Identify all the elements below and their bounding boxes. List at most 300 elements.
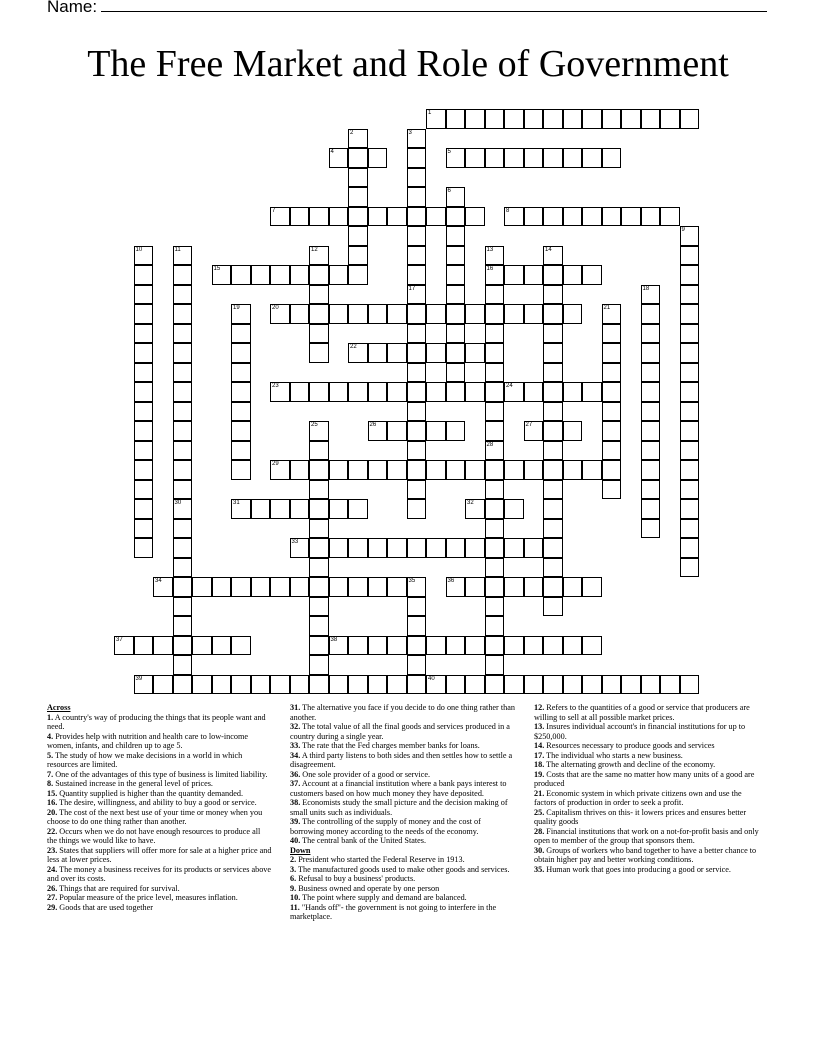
grid-cell[interactable] (641, 382, 661, 402)
grid-cell[interactable] (329, 636, 349, 656)
grid-cell[interactable] (543, 558, 563, 578)
grid-cell[interactable] (134, 382, 154, 402)
grid-cell[interactable] (543, 460, 563, 480)
grid-cell[interactable] (446, 363, 466, 383)
grid-cell[interactable] (543, 441, 563, 461)
grid-cell[interactable] (465, 148, 485, 168)
grid-cell[interactable] (485, 597, 505, 617)
grid-cell[interactable] (485, 675, 505, 695)
grid-cell[interactable] (465, 636, 485, 656)
grid-cell[interactable] (348, 265, 368, 285)
grid-cell[interactable] (407, 285, 427, 305)
grid-cell[interactable] (504, 207, 524, 227)
grid-cell[interactable] (543, 246, 563, 266)
grid-cell[interactable] (329, 675, 349, 695)
grid-cell[interactable] (524, 577, 544, 597)
grid-cell[interactable] (309, 499, 329, 519)
grid-cell[interactable] (387, 343, 407, 363)
grid-cell[interactable] (602, 343, 622, 363)
grid-cell[interactable] (504, 499, 524, 519)
grid-cell[interactable] (309, 480, 329, 500)
grid-cell[interactable] (426, 538, 446, 558)
grid-cell[interactable] (602, 402, 622, 422)
grid-cell[interactable] (602, 460, 622, 480)
grid-cell[interactable] (582, 460, 602, 480)
grid-cell[interactable] (407, 460, 427, 480)
grid-cell[interactable] (602, 109, 622, 129)
grid-cell[interactable] (543, 109, 563, 129)
grid-cell[interactable] (465, 109, 485, 129)
grid-cell[interactable] (387, 304, 407, 324)
grid-cell[interactable] (543, 363, 563, 383)
grid-cell[interactable] (309, 616, 329, 636)
grid-cell[interactable] (309, 246, 329, 266)
grid-cell[interactable] (231, 577, 251, 597)
grid-cell[interactable] (212, 577, 232, 597)
grid-cell[interactable] (387, 382, 407, 402)
grid-cell[interactable] (641, 343, 661, 363)
grid-cell[interactable] (543, 519, 563, 539)
grid-cell[interactable] (641, 304, 661, 324)
grid-cell[interactable] (309, 597, 329, 617)
grid-cell[interactable] (348, 460, 368, 480)
grid-cell[interactable] (543, 421, 563, 441)
grid-cell[interactable] (309, 265, 329, 285)
grid-cell[interactable] (524, 460, 544, 480)
grid-cell[interactable] (407, 402, 427, 422)
grid-cell[interactable] (563, 460, 583, 480)
grid-cell[interactable] (641, 421, 661, 441)
grid-cell[interactable] (407, 421, 427, 441)
grid-cell[interactable] (641, 460, 661, 480)
grid-cell[interactable] (231, 343, 251, 363)
grid-cell[interactable] (114, 636, 134, 656)
grid-cell[interactable] (543, 538, 563, 558)
grid-cell[interactable] (582, 382, 602, 402)
grid-cell[interactable] (504, 109, 524, 129)
grid-cell[interactable] (407, 538, 427, 558)
grid-cell[interactable] (329, 304, 349, 324)
grid-cell[interactable] (231, 304, 251, 324)
grid-cell[interactable] (153, 675, 173, 695)
grid-cell[interactable] (582, 675, 602, 695)
grid-cell[interactable] (173, 519, 193, 539)
grid-cell[interactable] (680, 421, 700, 441)
grid-cell[interactable] (192, 636, 212, 656)
grid-cell[interactable] (368, 382, 388, 402)
grid-cell[interactable] (680, 285, 700, 305)
grid-cell[interactable] (680, 558, 700, 578)
grid-cell[interactable] (368, 304, 388, 324)
grid-cell[interactable] (563, 421, 583, 441)
grid-cell[interactable] (270, 304, 290, 324)
grid-cell[interactable] (543, 343, 563, 363)
grid-cell[interactable] (348, 129, 368, 149)
grid-cell[interactable] (465, 577, 485, 597)
grid-cell[interactable] (446, 304, 466, 324)
grid-cell[interactable] (309, 343, 329, 363)
grid-cell[interactable] (134, 402, 154, 422)
grid-cell[interactable] (485, 616, 505, 636)
grid-cell[interactable] (426, 109, 446, 129)
grid-cell[interactable] (173, 343, 193, 363)
grid-cell[interactable] (641, 109, 661, 129)
grid-cell[interactable] (173, 441, 193, 461)
grid-cell[interactable] (543, 577, 563, 597)
grid-cell[interactable] (348, 187, 368, 207)
grid-cell[interactable] (582, 148, 602, 168)
grid-cell[interactable] (485, 558, 505, 578)
grid-cell[interactable] (290, 675, 310, 695)
grid-cell[interactable] (485, 421, 505, 441)
grid-cell[interactable] (368, 460, 388, 480)
grid-cell[interactable] (348, 382, 368, 402)
grid-cell[interactable] (407, 675, 427, 695)
grid-cell[interactable] (407, 304, 427, 324)
grid-cell[interactable] (543, 382, 563, 402)
grid-cell[interactable] (680, 441, 700, 461)
grid-cell[interactable] (485, 109, 505, 129)
grid-cell[interactable] (173, 675, 193, 695)
grid-cell[interactable] (485, 499, 505, 519)
grid-cell[interactable] (426, 382, 446, 402)
grid-cell[interactable] (621, 207, 641, 227)
grid-cell[interactable] (153, 577, 173, 597)
grid-cell[interactable] (426, 207, 446, 227)
grid-cell[interactable] (407, 441, 427, 461)
grid-cell[interactable] (504, 265, 524, 285)
grid-cell[interactable] (407, 577, 427, 597)
grid-cell[interactable] (212, 265, 232, 285)
grid-cell[interactable] (563, 636, 583, 656)
grid-cell[interactable] (251, 577, 271, 597)
grid-cell[interactable] (309, 655, 329, 675)
grid-cell[interactable] (231, 324, 251, 344)
grid-cell[interactable] (602, 421, 622, 441)
grid-cell[interactable] (270, 675, 290, 695)
grid-cell[interactable] (680, 246, 700, 266)
grid-cell[interactable] (602, 675, 622, 695)
grid-cell[interactable] (387, 675, 407, 695)
grid-cell[interactable] (446, 577, 466, 597)
grid-cell[interactable] (134, 304, 154, 324)
grid-cell[interactable] (231, 421, 251, 441)
grid-cell[interactable] (231, 382, 251, 402)
grid-cell[interactable] (270, 207, 290, 227)
grid-cell[interactable] (368, 207, 388, 227)
grid-cell[interactable] (407, 382, 427, 402)
grid-cell[interactable] (543, 402, 563, 422)
grid-cell[interactable] (485, 655, 505, 675)
grid-cell[interactable] (348, 538, 368, 558)
grid-cell[interactable] (563, 207, 583, 227)
grid-cell[interactable] (582, 636, 602, 656)
grid-cell[interactable] (582, 207, 602, 227)
grid-cell[interactable] (524, 421, 544, 441)
grid-cell[interactable] (407, 129, 427, 149)
grid-cell[interactable] (192, 577, 212, 597)
grid-cell[interactable] (173, 655, 193, 675)
grid-cell[interactable] (368, 538, 388, 558)
grid-cell[interactable] (309, 324, 329, 344)
grid-cell[interactable] (329, 499, 349, 519)
grid-cell[interactable] (485, 265, 505, 285)
grid-cell[interactable] (368, 148, 388, 168)
grid-cell[interactable] (563, 304, 583, 324)
grid-cell[interactable] (582, 577, 602, 597)
grid-cell[interactable] (660, 109, 680, 129)
grid-cell[interactable] (524, 538, 544, 558)
grid-cell[interactable] (485, 285, 505, 305)
grid-cell[interactable] (407, 246, 427, 266)
grid-cell[interactable] (621, 675, 641, 695)
grid-cell[interactable] (173, 577, 193, 597)
grid-cell[interactable] (504, 577, 524, 597)
grid-cell[interactable] (270, 265, 290, 285)
grid-cell[interactable] (524, 636, 544, 656)
grid-cell[interactable] (309, 285, 329, 305)
grid-cell[interactable] (485, 343, 505, 363)
grid-cell[interactable] (387, 538, 407, 558)
grid-cell[interactable] (309, 636, 329, 656)
grid-cell[interactable] (231, 675, 251, 695)
grid-cell[interactable] (290, 577, 310, 597)
grid-cell[interactable] (173, 265, 193, 285)
grid-cell[interactable] (446, 148, 466, 168)
grid-cell[interactable] (446, 538, 466, 558)
grid-cell[interactable] (329, 382, 349, 402)
grid-cell[interactable] (524, 304, 544, 324)
grid-cell[interactable] (212, 636, 232, 656)
grid-cell[interactable] (407, 636, 427, 656)
grid-cell[interactable] (231, 636, 251, 656)
grid-cell[interactable] (621, 109, 641, 129)
grid-cell[interactable] (173, 558, 193, 578)
grid-cell[interactable] (348, 343, 368, 363)
grid-cell[interactable] (231, 499, 251, 519)
grid-cell[interactable] (173, 421, 193, 441)
grid-cell[interactable] (446, 226, 466, 246)
grid-cell[interactable] (407, 343, 427, 363)
grid-cell[interactable] (251, 675, 271, 695)
grid-cell[interactable] (680, 675, 700, 695)
grid-cell[interactable] (134, 538, 154, 558)
grid-cell[interactable] (426, 343, 446, 363)
grid-cell[interactable] (602, 304, 622, 324)
grid-cell[interactable] (407, 324, 427, 344)
grid-cell[interactable] (231, 402, 251, 422)
grid-cell[interactable] (641, 363, 661, 383)
grid-cell[interactable] (309, 558, 329, 578)
grid-cell[interactable] (563, 148, 583, 168)
grid-cell[interactable] (173, 363, 193, 383)
grid-cell[interactable] (641, 324, 661, 344)
grid-cell[interactable] (309, 441, 329, 461)
grid-cell[interactable] (602, 382, 622, 402)
grid-cell[interactable] (504, 460, 524, 480)
grid-cell[interactable] (387, 460, 407, 480)
grid-cell[interactable] (563, 265, 583, 285)
grid-cell[interactable] (348, 499, 368, 519)
grid-cell[interactable] (348, 675, 368, 695)
grid-cell[interactable] (348, 636, 368, 656)
grid-cell[interactable] (348, 577, 368, 597)
grid-cell[interactable] (504, 675, 524, 695)
grid-cell[interactable] (348, 246, 368, 266)
grid-cell[interactable] (641, 499, 661, 519)
grid-cell[interactable] (465, 538, 485, 558)
grid-cell[interactable] (446, 324, 466, 344)
grid-cell[interactable] (309, 460, 329, 480)
grid-cell[interactable] (173, 285, 193, 305)
grid-cell[interactable] (524, 382, 544, 402)
grid-cell[interactable] (407, 655, 427, 675)
grid-cell[interactable] (680, 538, 700, 558)
grid-cell[interactable] (680, 460, 700, 480)
grid-cell[interactable] (582, 109, 602, 129)
grid-cell[interactable] (602, 363, 622, 383)
grid-cell[interactable] (465, 675, 485, 695)
grid-cell[interactable] (485, 441, 505, 461)
grid-cell[interactable] (368, 636, 388, 656)
grid-cell[interactable] (134, 499, 154, 519)
grid-cell[interactable] (407, 187, 427, 207)
grid-cell[interactable] (348, 168, 368, 188)
grid-cell[interactable] (641, 285, 661, 305)
grid-cell[interactable] (173, 246, 193, 266)
grid-cell[interactable] (485, 363, 505, 383)
grid-cell[interactable] (173, 460, 193, 480)
grid-cell[interactable] (485, 304, 505, 324)
grid-cell[interactable] (153, 636, 173, 656)
grid-cell[interactable] (680, 499, 700, 519)
grid-cell[interactable] (368, 577, 388, 597)
grid-cell[interactable] (290, 538, 310, 558)
grid-cell[interactable] (329, 148, 349, 168)
grid-cell[interactable] (446, 246, 466, 266)
grid-cell[interactable] (504, 148, 524, 168)
grid-cell[interactable] (290, 382, 310, 402)
grid-cell[interactable] (348, 207, 368, 227)
grid-cell[interactable] (660, 675, 680, 695)
grid-cell[interactable] (680, 265, 700, 285)
grid-cell[interactable] (446, 460, 466, 480)
grid-cell[interactable] (680, 304, 700, 324)
grid-cell[interactable] (504, 382, 524, 402)
grid-cell[interactable] (387, 421, 407, 441)
grid-cell[interactable] (446, 187, 466, 207)
grid-cell[interactable] (680, 226, 700, 246)
grid-cell[interactable] (543, 148, 563, 168)
grid-cell[interactable] (134, 441, 154, 461)
grid-cell[interactable] (348, 226, 368, 246)
grid-cell[interactable] (485, 148, 505, 168)
grid-cell[interactable] (173, 304, 193, 324)
grid-cell[interactable] (134, 636, 154, 656)
grid-cell[interactable] (504, 636, 524, 656)
grid-cell[interactable] (290, 499, 310, 519)
grid-cell[interactable] (426, 675, 446, 695)
grid-cell[interactable] (602, 148, 622, 168)
grid-cell[interactable] (134, 363, 154, 383)
grid-cell[interactable] (446, 343, 466, 363)
grid-cell[interactable] (329, 207, 349, 227)
grid-cell[interactable] (368, 421, 388, 441)
grid-cell[interactable] (543, 675, 563, 695)
grid-cell[interactable] (446, 285, 466, 305)
grid-cell[interactable] (407, 148, 427, 168)
grid-cell[interactable] (543, 265, 563, 285)
grid-cell[interactable] (543, 207, 563, 227)
grid-cell[interactable] (641, 207, 661, 227)
grid-cell[interactable] (543, 324, 563, 344)
grid-cell[interactable] (446, 636, 466, 656)
grid-cell[interactable] (329, 538, 349, 558)
grid-cell[interactable] (173, 402, 193, 422)
grid-cell[interactable] (485, 636, 505, 656)
grid-cell[interactable] (485, 519, 505, 539)
grid-cell[interactable] (134, 246, 154, 266)
grid-cell[interactable] (465, 382, 485, 402)
grid-cell[interactable] (407, 226, 427, 246)
grid-cell[interactable] (173, 616, 193, 636)
grid-cell[interactable] (134, 675, 154, 695)
grid-cell[interactable] (602, 480, 622, 500)
grid-cell[interactable] (563, 109, 583, 129)
grid-cell[interactable] (212, 675, 232, 695)
grid-cell[interactable] (446, 675, 466, 695)
grid-cell[interactable] (290, 304, 310, 324)
grid-cell[interactable] (309, 577, 329, 597)
grid-cell[interactable] (173, 597, 193, 617)
grid-cell[interactable] (641, 675, 661, 695)
grid-cell[interactable] (426, 636, 446, 656)
grid-cell[interactable] (465, 207, 485, 227)
grid-cell[interactable] (680, 382, 700, 402)
grid-cell[interactable] (387, 207, 407, 227)
grid-cell[interactable] (641, 519, 661, 539)
grid-cell[interactable] (485, 402, 505, 422)
grid-cell[interactable] (270, 460, 290, 480)
grid-cell[interactable] (270, 577, 290, 597)
grid-cell[interactable] (173, 382, 193, 402)
grid-cell[interactable] (309, 382, 329, 402)
grid-cell[interactable] (270, 382, 290, 402)
grid-cell[interactable] (446, 265, 466, 285)
grid-cell[interactable] (134, 421, 154, 441)
grid-cell[interactable] (348, 148, 368, 168)
grid-cell[interactable] (173, 324, 193, 344)
grid-cell[interactable] (563, 382, 583, 402)
grid-cell[interactable] (485, 246, 505, 266)
grid-cell[interactable] (173, 480, 193, 500)
grid-cell[interactable] (309, 675, 329, 695)
grid-cell[interactable] (368, 343, 388, 363)
grid-cell[interactable] (504, 304, 524, 324)
grid-cell[interactable] (465, 343, 485, 363)
grid-cell[interactable] (680, 109, 700, 129)
grid-cell[interactable] (270, 499, 290, 519)
grid-cell[interactable] (524, 675, 544, 695)
grid-cell[interactable] (231, 441, 251, 461)
grid-cell[interactable] (446, 207, 466, 227)
grid-cell[interactable] (290, 265, 310, 285)
grid-cell[interactable] (173, 636, 193, 656)
grid-cell[interactable] (290, 460, 310, 480)
grid-cell[interactable] (641, 441, 661, 461)
grid-cell[interactable] (134, 480, 154, 500)
grid-cell[interactable] (329, 265, 349, 285)
